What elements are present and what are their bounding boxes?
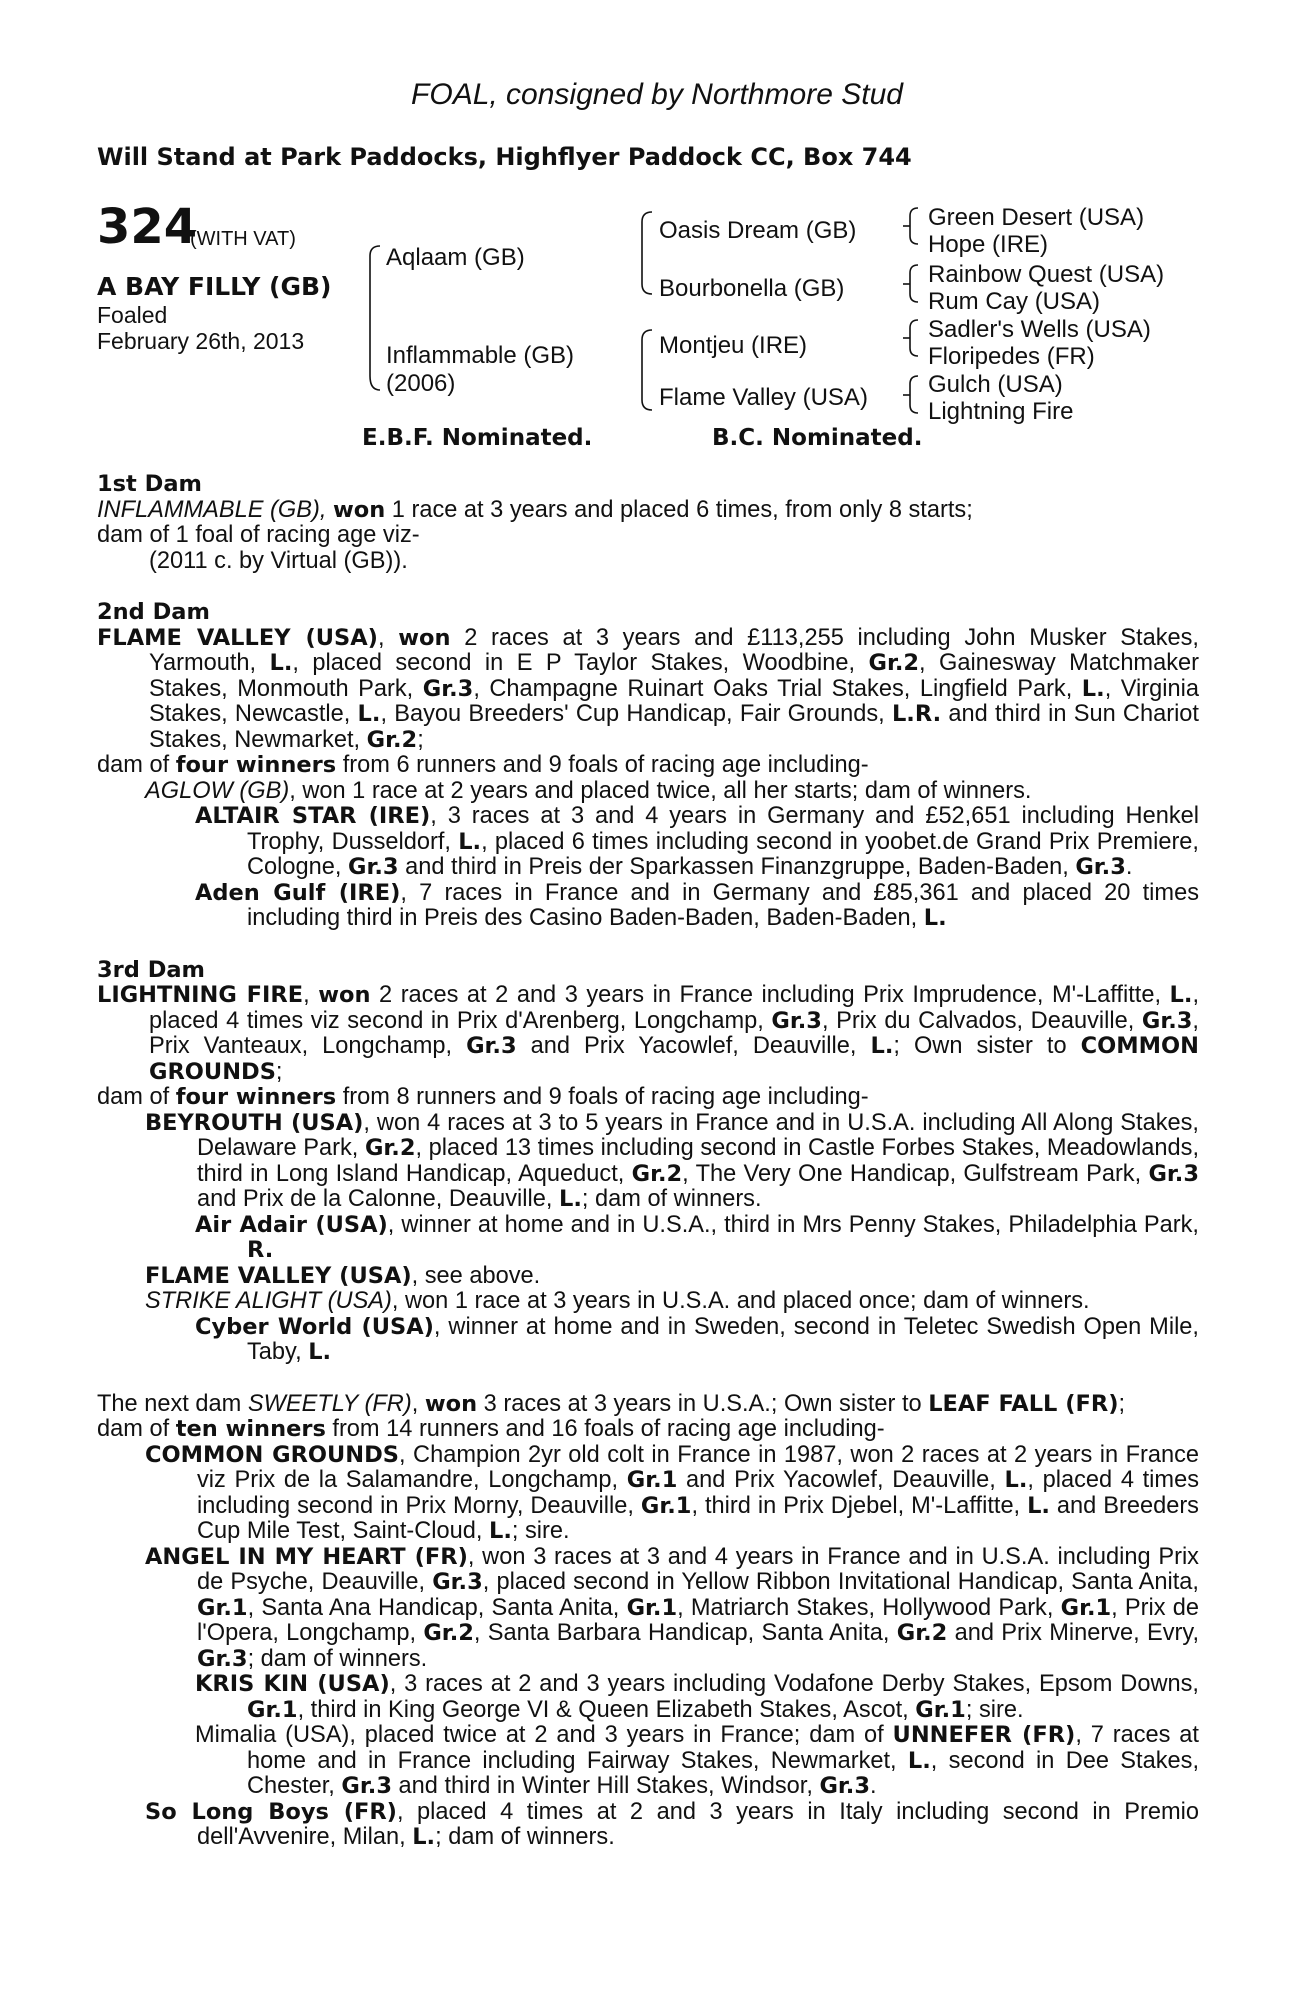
produce-aglow: AGLOW (GB), won 1 race at 2 years and placed twice, all her starts; dam of winners. [145,777,1032,804]
dam-name: Inflammable (GB) [386,342,575,369]
first-dam-foal: (2011 c. by Virtual (GB)). [149,547,408,574]
bracket-gen2-bottom [642,330,652,410]
produce-mimalia: Mimalia (USA), placed twice at 2 and 3 years in France; dam of UNNEFER (FR), 7 races at home and in France including Fairway Stakes, Newmarket, L., second in Dee Stakes, Chester, Gr.3 and third in Winter Hill Stakes, Windsor, Gr.3. [195,1722,1199,1799]
pedigree-gen3-6: Floripedes (FR) [928,343,1095,370]
sire-name: Aqlaam (GB) [386,244,525,271]
bracket-gen3-1 [910,208,918,244]
bracket-gen3-2 [910,265,918,302]
produce-flame-valley: FLAME VALLEY (USA), see above. [145,1262,541,1289]
produce-kris-kin: KRIS KIN (USA), 3 races at 2 and 3 years including Vodafone Derby Stakes, Epsom Downs, Gr.1, third in King George VI & Queen Elizabeth Stakes, Ascot, Gr.1; sire. [195,1671,1199,1723]
produce-air-adair: Air Adair (USA), winner at home and in U.S.A., third in Mrs Penny Stakes, Philadelphia Park, R. [195,1211,1199,1263]
stand-location: Will Stand at Park Paddocks, Highflyer Paddock CC, Box 744 [97,143,912,171]
bracket-gen3-3 [910,320,918,356]
first-dam-heading: 1st Dam [97,471,202,497]
bracket-gen2-top [642,212,652,294]
pedigree-gen3-7: Gulch (USA) [928,371,1063,398]
dam-year: (2006) [386,370,456,397]
lot-number: 324 [97,199,198,255]
foaled-label: Foaled [97,302,168,328]
pedigree-gen2-3: Montjeu (IRE) [659,332,808,359]
pedigree-gen3-5: Sadler's Wells (USA) [928,316,1151,343]
produce-so-long-boys: So Long Boys (FR), placed 4 times at 2 and 3 years in Italy including second in Premio dell'Avvenire, Milan, L.; dam of winners. [145,1798,1200,1850]
bc-nomination: B.C. Nominated. [712,425,923,451]
second-dam-produce: dam of four winners from 6 runners and 9 foals of racing age including- [97,752,869,778]
second-dam-record: FLAME VALLEY (USA), won 2 races at 3 years and £113,255 including John Musker Stakes, Yarmouth, L., placed second in E P Taylor Stakes, Woodbine, Gr.2, Gainesway Matchmaker Stakes, Monmouth Park, Gr.3, Champagne Ruinart Oaks Trial Stakes, Lingfield Park, L., Virginia Stakes, Newcastle, L., Bayou Breeders' Cup Handicap, Fair Grounds, L.R. and third in Sun Chariot Stakes, Newmarket, Gr.2; [97,624,1200,753]
produce-strike-alight: STRIKE ALIGHT (USA), won 1 race at 3 years in U.S.A. and placed once; dam of winners. [145,1288,1090,1314]
produce-angel-in-my-heart: ANGEL IN MY HEART (FR), won 3 races at 3 and 4 years in France and in U.S.A. including Prix de Psyche, Deauville, Gr.3, placed second in Yellow Ribbon Invitational Handicap, Santa Anita, Gr.1, Santa Ana Handicap, Santa Anita, Gr.1, Matriarch Stakes, Hollywood Park, Gr.1, Prix de l'Opera, Longchamp, Gr.2, Santa Barbara Handicap, Santa Anita, Gr.2 and Prix Minerve, Evry, Gr.3; dam of winners. [145,1543,1199,1672]
pedigree-gen2-2: Bourbonella (GB) [659,275,845,302]
pedigree-gen2-4: Flame Valley (USA) [659,384,868,411]
pedigree-gen3-4: Rum Cay (USA) [928,288,1101,315]
catalogue-body [97,472,1199,1851]
second-dam-heading: 2nd Dam [97,599,210,625]
produce-cyber-world: Cyber World (USA), winner at home and in Sweden, second in Teletec Swedish Open Mile, Taby, L. [195,1313,1199,1365]
third-dam-record: LIGHTNING FIRE, won 2 races at 2 and 3 years in France including Prix Imprudence, M'-Laffitte, L., placed 4 times viz second in Prix d'Arenberg, Longchamp, Gr.3, Prix du Calvados, Deauville, Gr.3, Prix Vanteaux, Longchamp, Gr.3 and Prix Yacowlef, Deauville, L.; Own sister to COMMON GROUNDS; [97,982,1199,1085]
pedigree-gen3-3: Rainbow Quest (USA) [928,261,1165,288]
produce-beyrouth: BEYROUTH (USA), won 4 races at 3 to 5 years in France and in U.S.A. including All Along Stakes, Delaware Park, Gr.2, placed 13 times including second in Castle Forbes Stakes, Meadowlands, third in Long Island Handicap, Aqueduct, Gr.2, The Very One Handicap, Gulfstream Park, Gr.3 and Prix de la Calonne, Deauville, L.; dam of winners. [145,1109,1199,1212]
horse-name: A BAY FILLY (GB) [97,272,332,301]
pedigree-gen2-1: Oasis Dream (GB) [659,217,857,244]
produce-aden-gulf: Aden Gulf (IRE), 7 races in France and in Germany and £85,361 and placed 20 times including third in Preis des Casino Baden-Baden, Baden-Baden, L. [195,879,1199,931]
ebf-nomination: E.B.F. Nominated. [362,425,593,451]
next-dam-record: The next dam SWEETLY (FR), won 3 races at 3 years in U.S.A.; Own sister to LEAF FALL (FR); [97,1390,1126,1417]
third-dam-produce: dam of four winners from 8 runners and 9 foals of racing age including- [97,1084,869,1110]
bracket-gen1 [370,246,380,390]
pedigree-gen3-2: Hope (IRE) [928,231,1049,258]
first-dam-record: INFLAMMABLE (GB), won 1 race at 3 years and placed 6 times, from only 8 starts; [97,496,973,523]
third-dam-heading: 3rd Dam [97,956,205,983]
pedigree-gen3-8: Lightning Fire [928,398,1074,425]
produce-common-grounds: COMMON GROUNDS, Champion 2yr old colt in France in 1987, won 2 races at 2 years in France viz Prix de la Salamandre, Longchamp, Gr.1 and Prix Yacowlef, Deauville, L., placed 4 times including second in Prix Morny, Deauville, Gr.1, third in Prix Djebel, M'-Laffitte, L. and Breeders Cup Mile Test, Saint-Cloud, L.; sire. [145,1441,1199,1544]
foaled-date: February 26th, 2013 [97,328,305,354]
bracket-gen3-4 [910,376,918,413]
produce-altair-star: ALTAIR STAR (IRE), 3 races at 3 and 4 years in Germany and £52,651 including Henkel Trophy, Dusseldorf, L., placed 6 times including second in yoobet.de Grand Prix Premiere, Cologne, Gr.3 and third in Preis der Sparkassen Finanzgruppe, Baden-Baden, Gr.3. [195,803,1199,880]
first-dam-produce: dam of 1 foal of racing age viz- [97,522,420,548]
pedigree-gen3-1: Green Desert (USA) [928,204,1145,231]
next-dam-produce: dam of ten winners from 14 runners and 16 foals of racing age including- [97,1416,885,1442]
page-title: FOAL, consigned by Northmore Stud [411,78,903,111]
vat-note: (WITH VAT) [190,228,296,250]
